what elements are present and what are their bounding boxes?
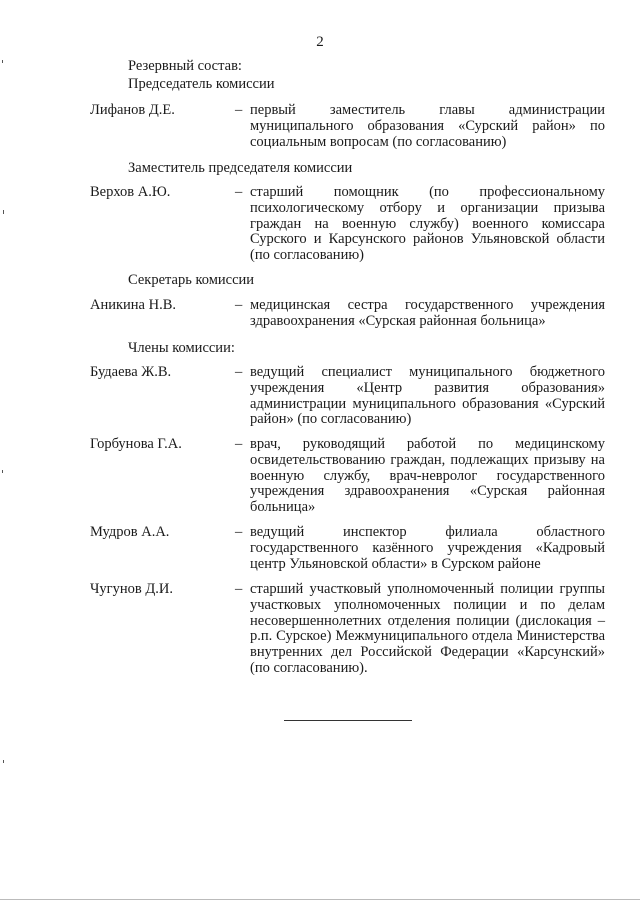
scan-edge-line	[0, 899, 640, 900]
secretary-entry	[90, 298, 605, 330]
member-entry	[90, 365, 605, 428]
member-name: Лифанов Д.Е.	[90, 102, 175, 118]
member-description: врач, руководящий работой по медицинскому освидетельствованию граждан, подлежащих призыву на военную службу, врач-невролог государственного учреждения здравоохранения «Сурская районная больница»	[250, 436, 605, 516]
member-description: старший помощник (по профессиональному психологическому отбору и организации призыва граждан на военную службу) военного комиссара Сурского и Карсунского районов Ульяновской области (по согласованию)	[250, 184, 605, 264]
scan-speck	[3, 760, 4, 763]
member-name: Аникина Н.В.	[90, 297, 177, 313]
member-dash: –	[235, 581, 243, 597]
member-dash: –	[235, 436, 243, 452]
scan-speck	[2, 60, 3, 63]
member-description: старший участковый уполномоченный полиции группы участковых уполномоченных полиции и по делам несовершеннолетних отделения полиции (дислокация – р.п. Сурское) Межмуниципального отдела Министерства внутренних дел Российской Федерации «Карсунский» (по согласованию).	[250, 581, 605, 676]
secretary-heading: Секретарь комиссии	[128, 272, 255, 288]
member-entry	[90, 437, 605, 516]
scan-speck	[2, 470, 3, 473]
page-number: 2	[316, 34, 324, 50]
member-description: первый заместитель главы администрации муниципального образования «Сурский район» по социальным вопросам (по согласованию)	[250, 102, 605, 150]
member-description: медицинская сестра государственного учреждения здравоохранения «Сурская районная больница»	[250, 297, 605, 329]
reserve-title: Резервный состав:	[128, 58, 242, 74]
member-name: Горбунова Г.А.	[90, 436, 182, 452]
deputy-heading: Заместитель председателя комиссии	[128, 160, 353, 176]
deputy-entry	[90, 185, 605, 264]
member-dash: –	[235, 102, 243, 118]
member-entry	[90, 525, 605, 572]
chair-heading: Председатель комиссии	[128, 76, 275, 92]
member-description: ведущий специалист муниципального бюджетного учреждения «Центр развития образования» администрации муниципального образования «Сурский район» (по согласованию)	[250, 364, 605, 428]
scan-speck	[3, 210, 4, 214]
members-heading: Члены комиссии:	[128, 340, 235, 356]
member-name: Верхов А.Ю.	[90, 184, 171, 200]
chair-entry	[90, 103, 605, 150]
member-dash: –	[235, 524, 243, 540]
member-entry	[90, 582, 605, 677]
member-dash: –	[235, 364, 243, 380]
member-description: ведущий инспектор филиала областного государственного казённого учреждения «Кадровый центр Ульяновской области» в Сурском районе	[250, 524, 605, 572]
member-dash: –	[235, 297, 243, 313]
member-name: Чугунов Д.И.	[90, 581, 173, 597]
member-name: Будаева Ж.В.	[90, 364, 172, 380]
member-name: Мудров А.А.	[90, 524, 170, 540]
member-dash: –	[235, 184, 243, 200]
closing-rule	[284, 720, 412, 721]
